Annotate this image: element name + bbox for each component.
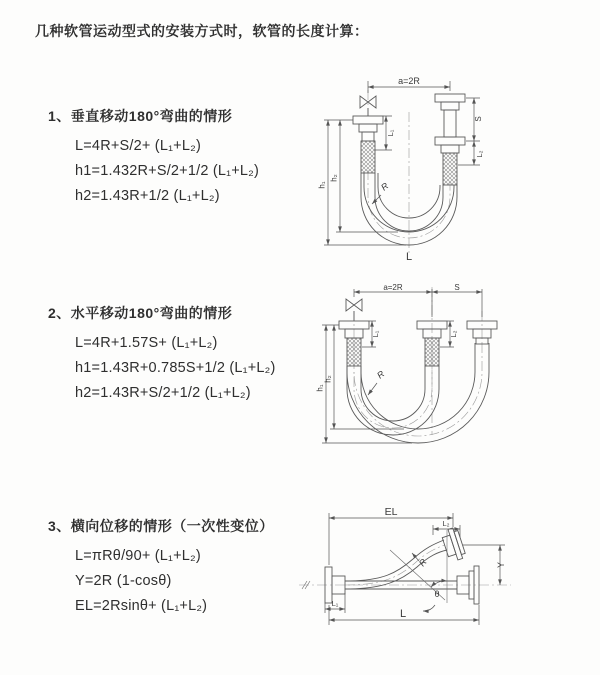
dimension-l1 [375, 116, 395, 150]
dim-label-l-total: L [405, 251, 413, 263]
displaced-end-flange [440, 527, 466, 563]
radius-callout [412, 553, 429, 568]
dimension-l2 [433, 519, 460, 537]
dimension-el [329, 506, 453, 565]
section-3 [48, 516, 274, 619]
diagram-vertical-180-bend [298, 70, 593, 265]
dimension-a2r [354, 283, 482, 317]
dim-label-l1: L₁ [371, 330, 380, 338]
section-2-heading: 2、水平移动180°弯曲的情形 [48, 305, 233, 321]
dim-label-h2: h₂ [323, 375, 333, 383]
formula-line: h2=1.43R+1/2 (L₁+L₂) [75, 188, 220, 204]
fixed-end-flange [353, 116, 383, 173]
formula-line: h2=1.43R+S/2+1/2 (L₁+L₂) [75, 385, 251, 401]
section-3-heading: 3、横向位移的情形（一次性变位） [48, 518, 274, 534]
section-1 [48, 106, 259, 209]
dimension-s [466, 98, 483, 141]
section-2 [48, 303, 276, 406]
dim-label-h2: h₂ [329, 174, 339, 182]
dim-label-a2r: a=2R [398, 76, 420, 86]
dim-label-h1: h₁ [317, 181, 327, 189]
dim-label-h1: h₁ [315, 384, 325, 392]
dim-label-el: EL [384, 506, 398, 518]
formula-line: EL=2Rsinθ+ (L₁+L₂) [75, 598, 208, 614]
formula-line: h1=1.432R+S/2+1/2 (L₁+L₂) [75, 163, 260, 179]
dim-label-theta: θ [434, 589, 440, 599]
dim-label-l: L [399, 608, 407, 620]
dim-label-l1: L₁ [331, 599, 339, 608]
dim-label-r: R [379, 180, 391, 193]
dimension-l-total [329, 605, 479, 625]
dim-label-y: Y [496, 561, 506, 569]
formula-line: L=4R+S/2+ (L₁+L₂) [75, 138, 201, 154]
dim-label-s: S [454, 283, 460, 292]
dimension-l1 [362, 321, 380, 347]
formula-line: Y=2R (1-cosθ) [75, 573, 172, 589]
dim-label-a2r: a=2R [383, 283, 403, 292]
formula-line: L=4R+1.57S+ (L₁+L₂) [75, 335, 218, 351]
dimension-a2r [368, 76, 450, 93]
valve-icon [346, 299, 362, 321]
radius-callout [368, 368, 387, 395]
formula-line: L=πRθ/90+ (L₁+L₂) [75, 548, 201, 564]
curved-hose-displaced-position [345, 540, 447, 589]
section-1-heading: 1、垂直移动180°弯曲的情形 [48, 108, 233, 124]
dim-label-l1: L₁ [386, 129, 395, 137]
dim-label-r: R [375, 368, 387, 381]
dimension-h2 [324, 325, 405, 429]
fixed-end-flange [339, 321, 369, 366]
dimension-s [432, 283, 482, 292]
dimension-l2 [440, 321, 458, 347]
moving-end-flange [435, 94, 465, 185]
diagram-lateral-displacement [295, 505, 595, 640]
dim-label-l2: L₂ [442, 519, 450, 528]
dim-label-l2: L₂ [475, 150, 484, 158]
dim-label-r: R [416, 556, 429, 569]
page-title: 几种软管运动型式的安装方式时，软管的长度计算： [35, 23, 369, 39]
formula-line: h1=1.43R+0.785S+1/2 (L₁+L₂) [75, 360, 276, 376]
dim-label-s: S [474, 116, 483, 122]
diagram-horizontal-180-bend [300, 283, 600, 463]
dimension-y [463, 545, 506, 585]
dim-label-l2: L₂ [449, 330, 458, 338]
